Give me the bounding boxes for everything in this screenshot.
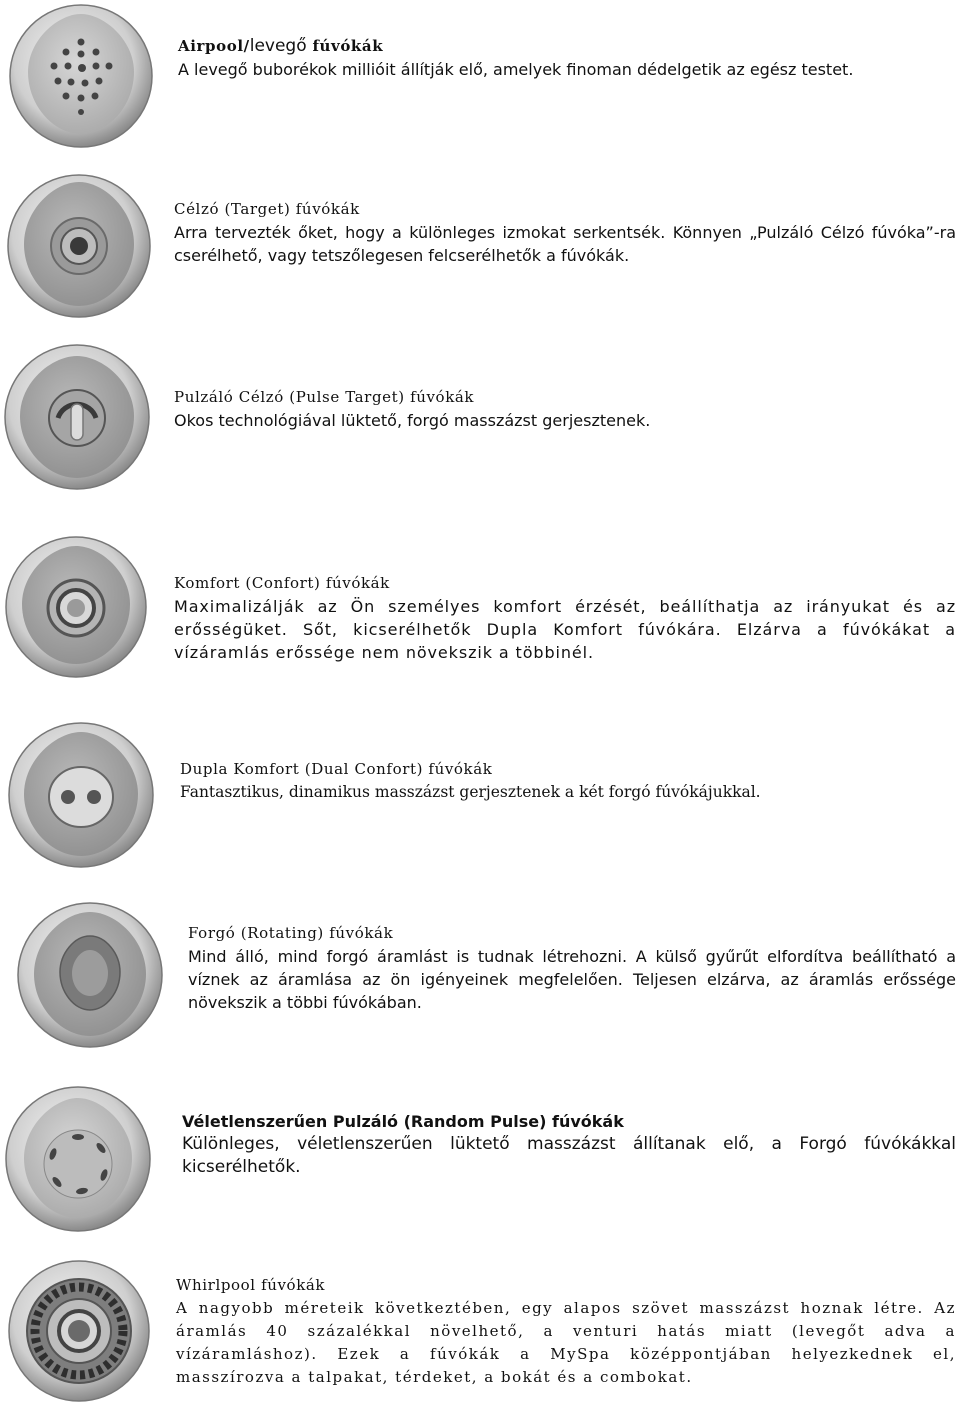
jet-description: Különleges, véletlenszerűen lüktető masszázst állítanak elő, a Forgó fúvókákkal kicserélhetők. bbox=[182, 1134, 956, 1177]
whirlpool-jet-icon bbox=[4, 1258, 154, 1404]
jet-description: Fantasztikus, dinamikus masszázst gerjesztenek a két forgó fúvókájukkal. bbox=[180, 783, 761, 801]
airpool-jet-icon bbox=[6, 2, 156, 150]
rotating-jet-icon bbox=[14, 900, 166, 1050]
jet-description: Mind álló, mind forgó áramlást is tudnak létrehozni. A külső gyűrűt elfordítva beállítható a víznek az áramlása az ön igényeinek megfelelően. Teljesen elzárva, az áramlás erőssége növekszik a többi fúvókában. bbox=[188, 947, 956, 1012]
jet-title: Whirlpool fúvókák bbox=[176, 1276, 326, 1294]
dual-comfort-jet-icon bbox=[4, 720, 158, 870]
jet-title: Airpool/levegő fúvókák bbox=[178, 36, 384, 56]
jet-title: Véletlenszerűen Pulzáló (Random Pulse) fúvókák bbox=[182, 1112, 624, 1131]
jet-title: Célzó (Target) fúvókák bbox=[174, 200, 360, 218]
comfort-jet-icon bbox=[2, 534, 150, 680]
jet-title: Dupla Komfort (Dual Confort) fúvókák bbox=[180, 760, 493, 778]
jet-title: Komfort (Confort) fúvókák bbox=[174, 574, 390, 592]
jet-title: Pulzáló Célzó (Pulse Target) fúvókák bbox=[174, 388, 475, 406]
jet-description: Maximalizálják az Ön személyes komfort érzését, beállíthatja az irányukat és az erősségüket. Sőt, kicserélhetők Dupla Komfort fúvókára. Elzárva a fúvókákat a vízáramlás erőssége nem növekszik a többinél. bbox=[174, 597, 956, 662]
pulse-target-jet-icon bbox=[2, 342, 152, 492]
random-pulse-jet-icon bbox=[2, 1084, 154, 1234]
jet-description: A nagyobb méreteik következtében, egy alapos szövet masszázst hoznak létre. Az áramlás 40 százalékkal növelhető, a venturi hatás miatt (levegőt adva a vízáramláshoz). Ezek a fúvókák a MySpa középpontjában helyezkednek el, masszírozva a talpakat, térdeket, a bokát és a combokat. bbox=[176, 1299, 956, 1386]
jet-title: Forgó (Rotating) fúvókák bbox=[188, 924, 394, 942]
jet-description: Okos technológiával lüktető, forgó masszázst gerjesztenek. bbox=[174, 411, 651, 430]
jet-description: A levegő buborékok millióit állítják elő, amelyek finoman dédelgetik az egész testet. bbox=[178, 60, 854, 79]
target-jet-icon bbox=[4, 172, 154, 320]
jet-description: Arra tervezték őket, hogy a különleges izmokat serkentsék. Könnyen „Pulzáló Célzó fúvóka”-ra cserélhető, vagy tetszőlegesen felcserélhetők a fúvókák. bbox=[174, 223, 956, 265]
